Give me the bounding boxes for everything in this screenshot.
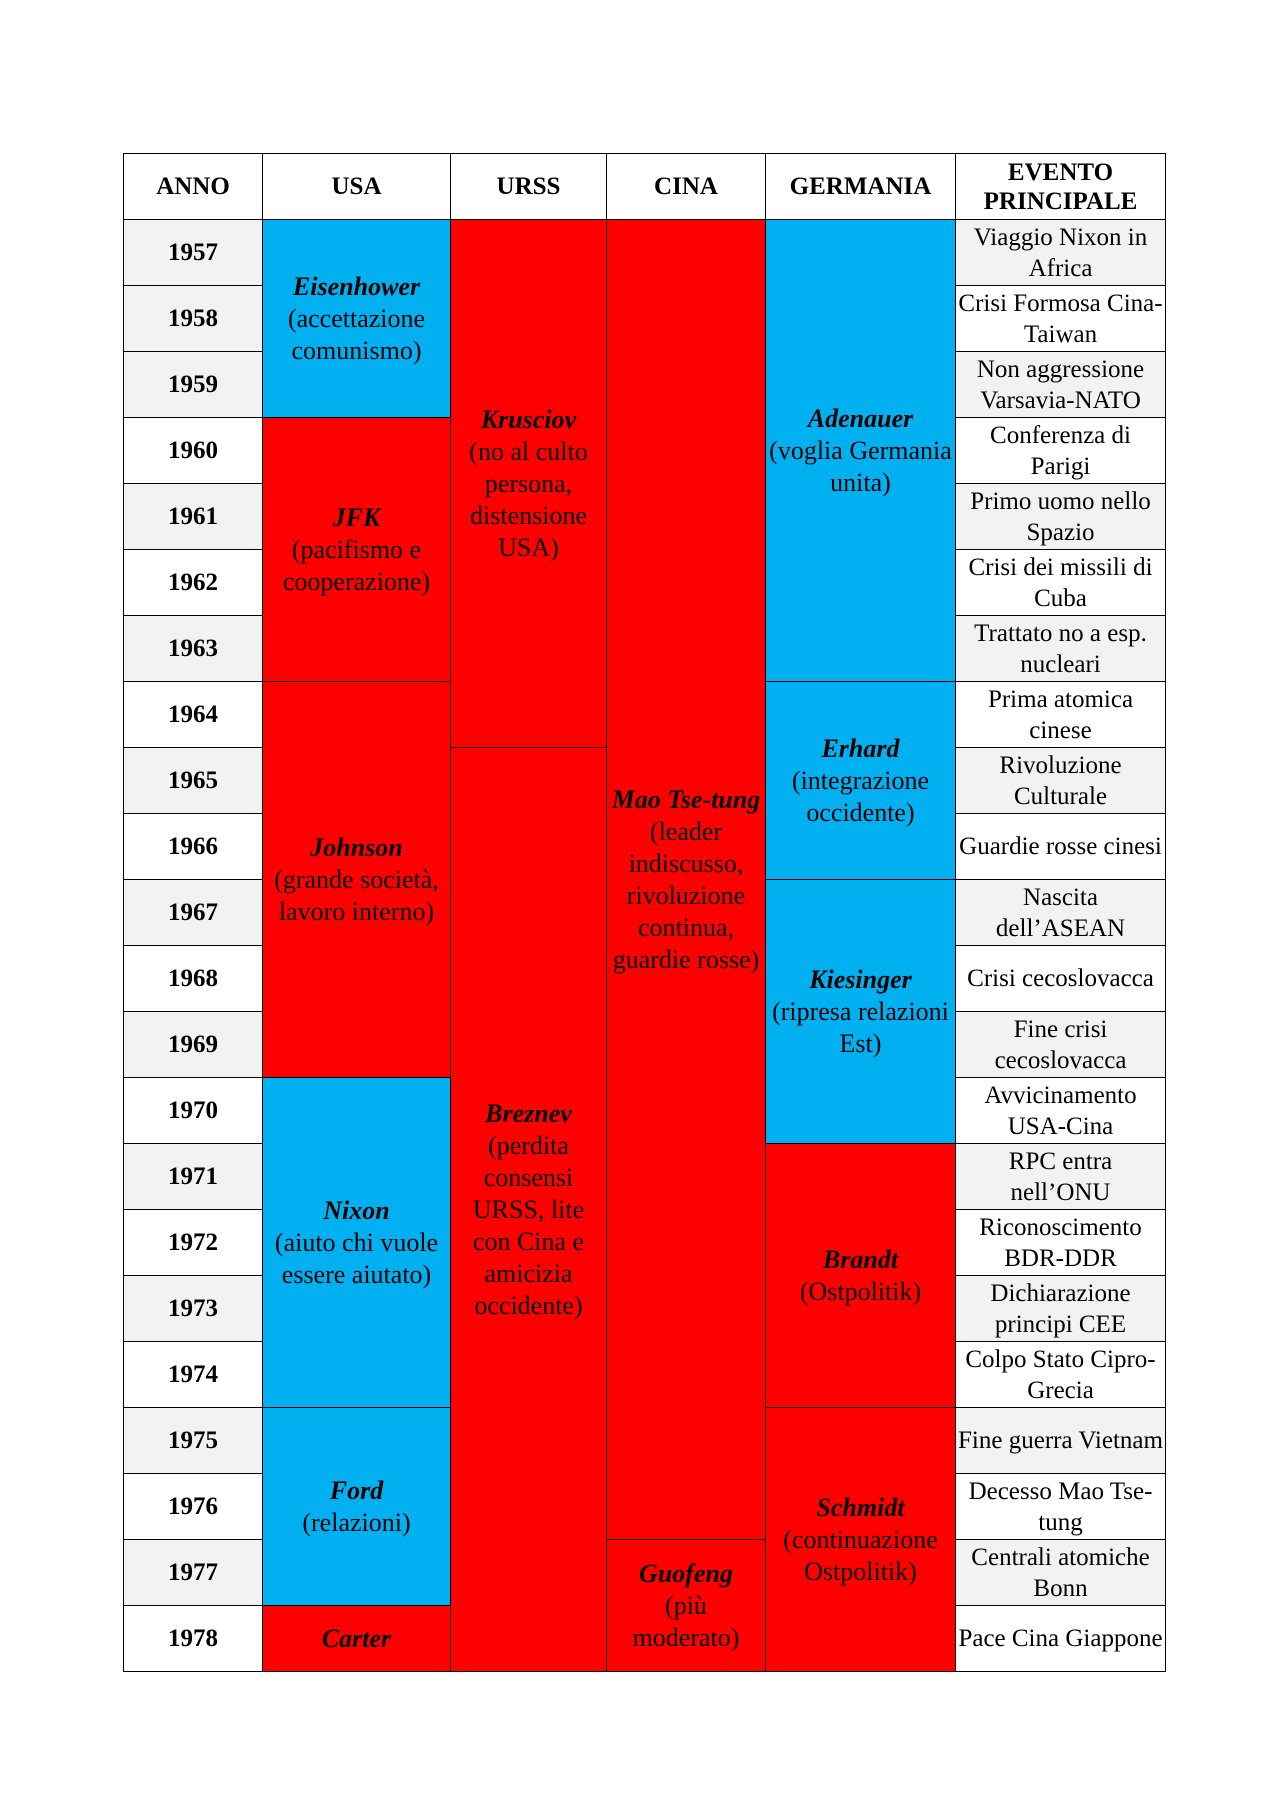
event-cell: Riconoscimento BDR-DDR (956, 1210, 1166, 1276)
year-cell: 1978 (124, 1606, 263, 1672)
event-cell: Prima atomica cinese (956, 682, 1166, 748)
leader-name: Erhard (821, 733, 900, 763)
urss-leader-breznev (451, 748, 607, 1672)
year-cell: 1969 (124, 1012, 263, 1078)
leader-name: Schmidt (816, 1492, 905, 1522)
germania-leader-adenauer (766, 220, 956, 682)
year-cell: 1963 (124, 616, 263, 682)
event-cell: Crisi cecoslovacca (956, 946, 1166, 1012)
leader-description: (Ostpolitik) (799, 1276, 922, 1306)
event-cell: Nascita dell’ASEAN (956, 880, 1166, 946)
cina-leader-mao (607, 220, 766, 1540)
leader-description: (accettazione comunismo) (287, 303, 426, 365)
usa-leader-nixon (263, 1078, 451, 1408)
header-usa: USA (263, 154, 451, 220)
event-cell: Crisi Formosa Cina-Taiwan (956, 286, 1166, 352)
header-urss: URSS (451, 154, 607, 220)
usa-leader-johnson (263, 682, 451, 1078)
event-cell: Pace Cina Giappone (956, 1606, 1166, 1672)
leader-name: Brandt (822, 1244, 899, 1274)
leader-name: Carter (321, 1623, 392, 1653)
leader-name: Ford (329, 1475, 384, 1505)
leader-name: Krusciov (480, 404, 577, 434)
year-cell: 1965 (124, 748, 263, 814)
leader-description: (ripresa relazioni Est) (772, 996, 949, 1058)
cina-leader-guofeng (607, 1540, 766, 1672)
leader-name: JFK (332, 502, 381, 532)
germania-leader-kiesinger (766, 880, 956, 1144)
event-cell: Decesso Mao Tse-tung (956, 1474, 1166, 1540)
leader-description: (no al culto persona, distensione USA) (469, 436, 588, 562)
germania-leader-erhard (766, 682, 956, 880)
event-cell: RPC entra nell’ONU (956, 1144, 1166, 1210)
event-cell: Guardie rosse cinesi (956, 814, 1166, 880)
year-cell: 1962 (124, 550, 263, 616)
header-anno: ANNO (124, 154, 263, 220)
event-cell: Rivoluzione Culturale (956, 748, 1166, 814)
leader-description: (leader indiscusso, rivoluzione continua, guardie rosse) (612, 816, 760, 974)
year-cell: 1968 (124, 946, 263, 1012)
event-cell: Crisi dei missili di Cuba (956, 550, 1166, 616)
leader-name: Breznev (485, 1098, 572, 1128)
event-cell: Primo uomo nello Spazio (956, 484, 1166, 550)
event-cell: Dichiarazione principi CEE (956, 1276, 1166, 1342)
leader-description: (continuazione Ostpolitik) (783, 1524, 938, 1586)
leader-description: (integrazione occidente) (791, 765, 930, 827)
usa-leader-carter (263, 1606, 451, 1672)
leader-name: Nixon (323, 1195, 390, 1225)
year-cell: 1972 (124, 1210, 263, 1276)
year-cell: 1961 (124, 484, 263, 550)
leaders-timeline-table (123, 153, 1166, 1672)
leader-description: (pacifismo e cooperazione) (282, 534, 431, 596)
leader-name: Guofeng (639, 1558, 733, 1588)
year-cell: 1966 (124, 814, 263, 880)
year-cell: 1964 (124, 682, 263, 748)
leader-name: Johnson (310, 832, 403, 862)
germania-leader-schmidt (766, 1408, 956, 1672)
urss-leader-krusciov (451, 220, 607, 748)
leader-name: Eisenhower (292, 271, 421, 301)
leader-name: Adenauer (807, 403, 914, 433)
header-cina: CINA (607, 154, 766, 220)
year-cell: 1973 (124, 1276, 263, 1342)
usa-leader-jfk (263, 418, 451, 682)
usa-leader-eisenhower (263, 220, 451, 418)
event-cell: Viaggio Nixon in Africa (956, 220, 1166, 286)
year-cell: 1960 (124, 418, 263, 484)
leader-name: Mao Tse-tung (611, 784, 761, 814)
event-cell: Colpo Stato Cipro-Grecia (956, 1342, 1166, 1408)
leader-description: (aiuto chi vuole essere aiutato) (274, 1227, 439, 1289)
year-cell: 1957 (124, 220, 263, 286)
event-cell: Trattato no a esp. nucleari (956, 616, 1166, 682)
year-cell: 1967 (124, 880, 263, 946)
event-cell: Conferenza di Parigi (956, 418, 1166, 484)
event-cell: Fine crisi cecoslovacca (956, 1012, 1166, 1078)
header-evento: EVENTO PRINCIPALE (956, 154, 1166, 220)
leader-description: (perdita consensi URSS, lite con Cina e amicizia occidente) (472, 1130, 585, 1320)
header-germania: GERMANIA (766, 154, 956, 220)
leader-description: (grande società, lavoro interno) (274, 864, 439, 926)
event-cell: Fine guerra Vietnam (956, 1408, 1166, 1474)
year-cell: 1976 (124, 1474, 263, 1540)
germania-leader-brandt (766, 1144, 956, 1408)
usa-leader-ford (263, 1408, 451, 1606)
year-cell: 1974 (124, 1342, 263, 1408)
year-cell: 1975 (124, 1408, 263, 1474)
leader-name: Kiesinger (809, 964, 912, 994)
year-cell: 1971 (124, 1144, 263, 1210)
event-cell: Non aggressione Varsavia-NATO (956, 352, 1166, 418)
leader-description: (voglia Germania unita) (769, 435, 952, 497)
header-row (124, 154, 1166, 220)
year-cell: 1958 (124, 286, 263, 352)
event-cell: Avvicinamento USA-Cina (956, 1078, 1166, 1144)
table-row (124, 220, 1166, 286)
year-cell: 1959 (124, 352, 263, 418)
event-cell: Centrali atomiche Bonn (956, 1540, 1166, 1606)
year-cell: 1970 (124, 1078, 263, 1144)
leader-description: (più moderato) (632, 1590, 740, 1652)
leader-description: (relazioni) (302, 1507, 411, 1537)
year-cell: 1977 (124, 1540, 263, 1606)
